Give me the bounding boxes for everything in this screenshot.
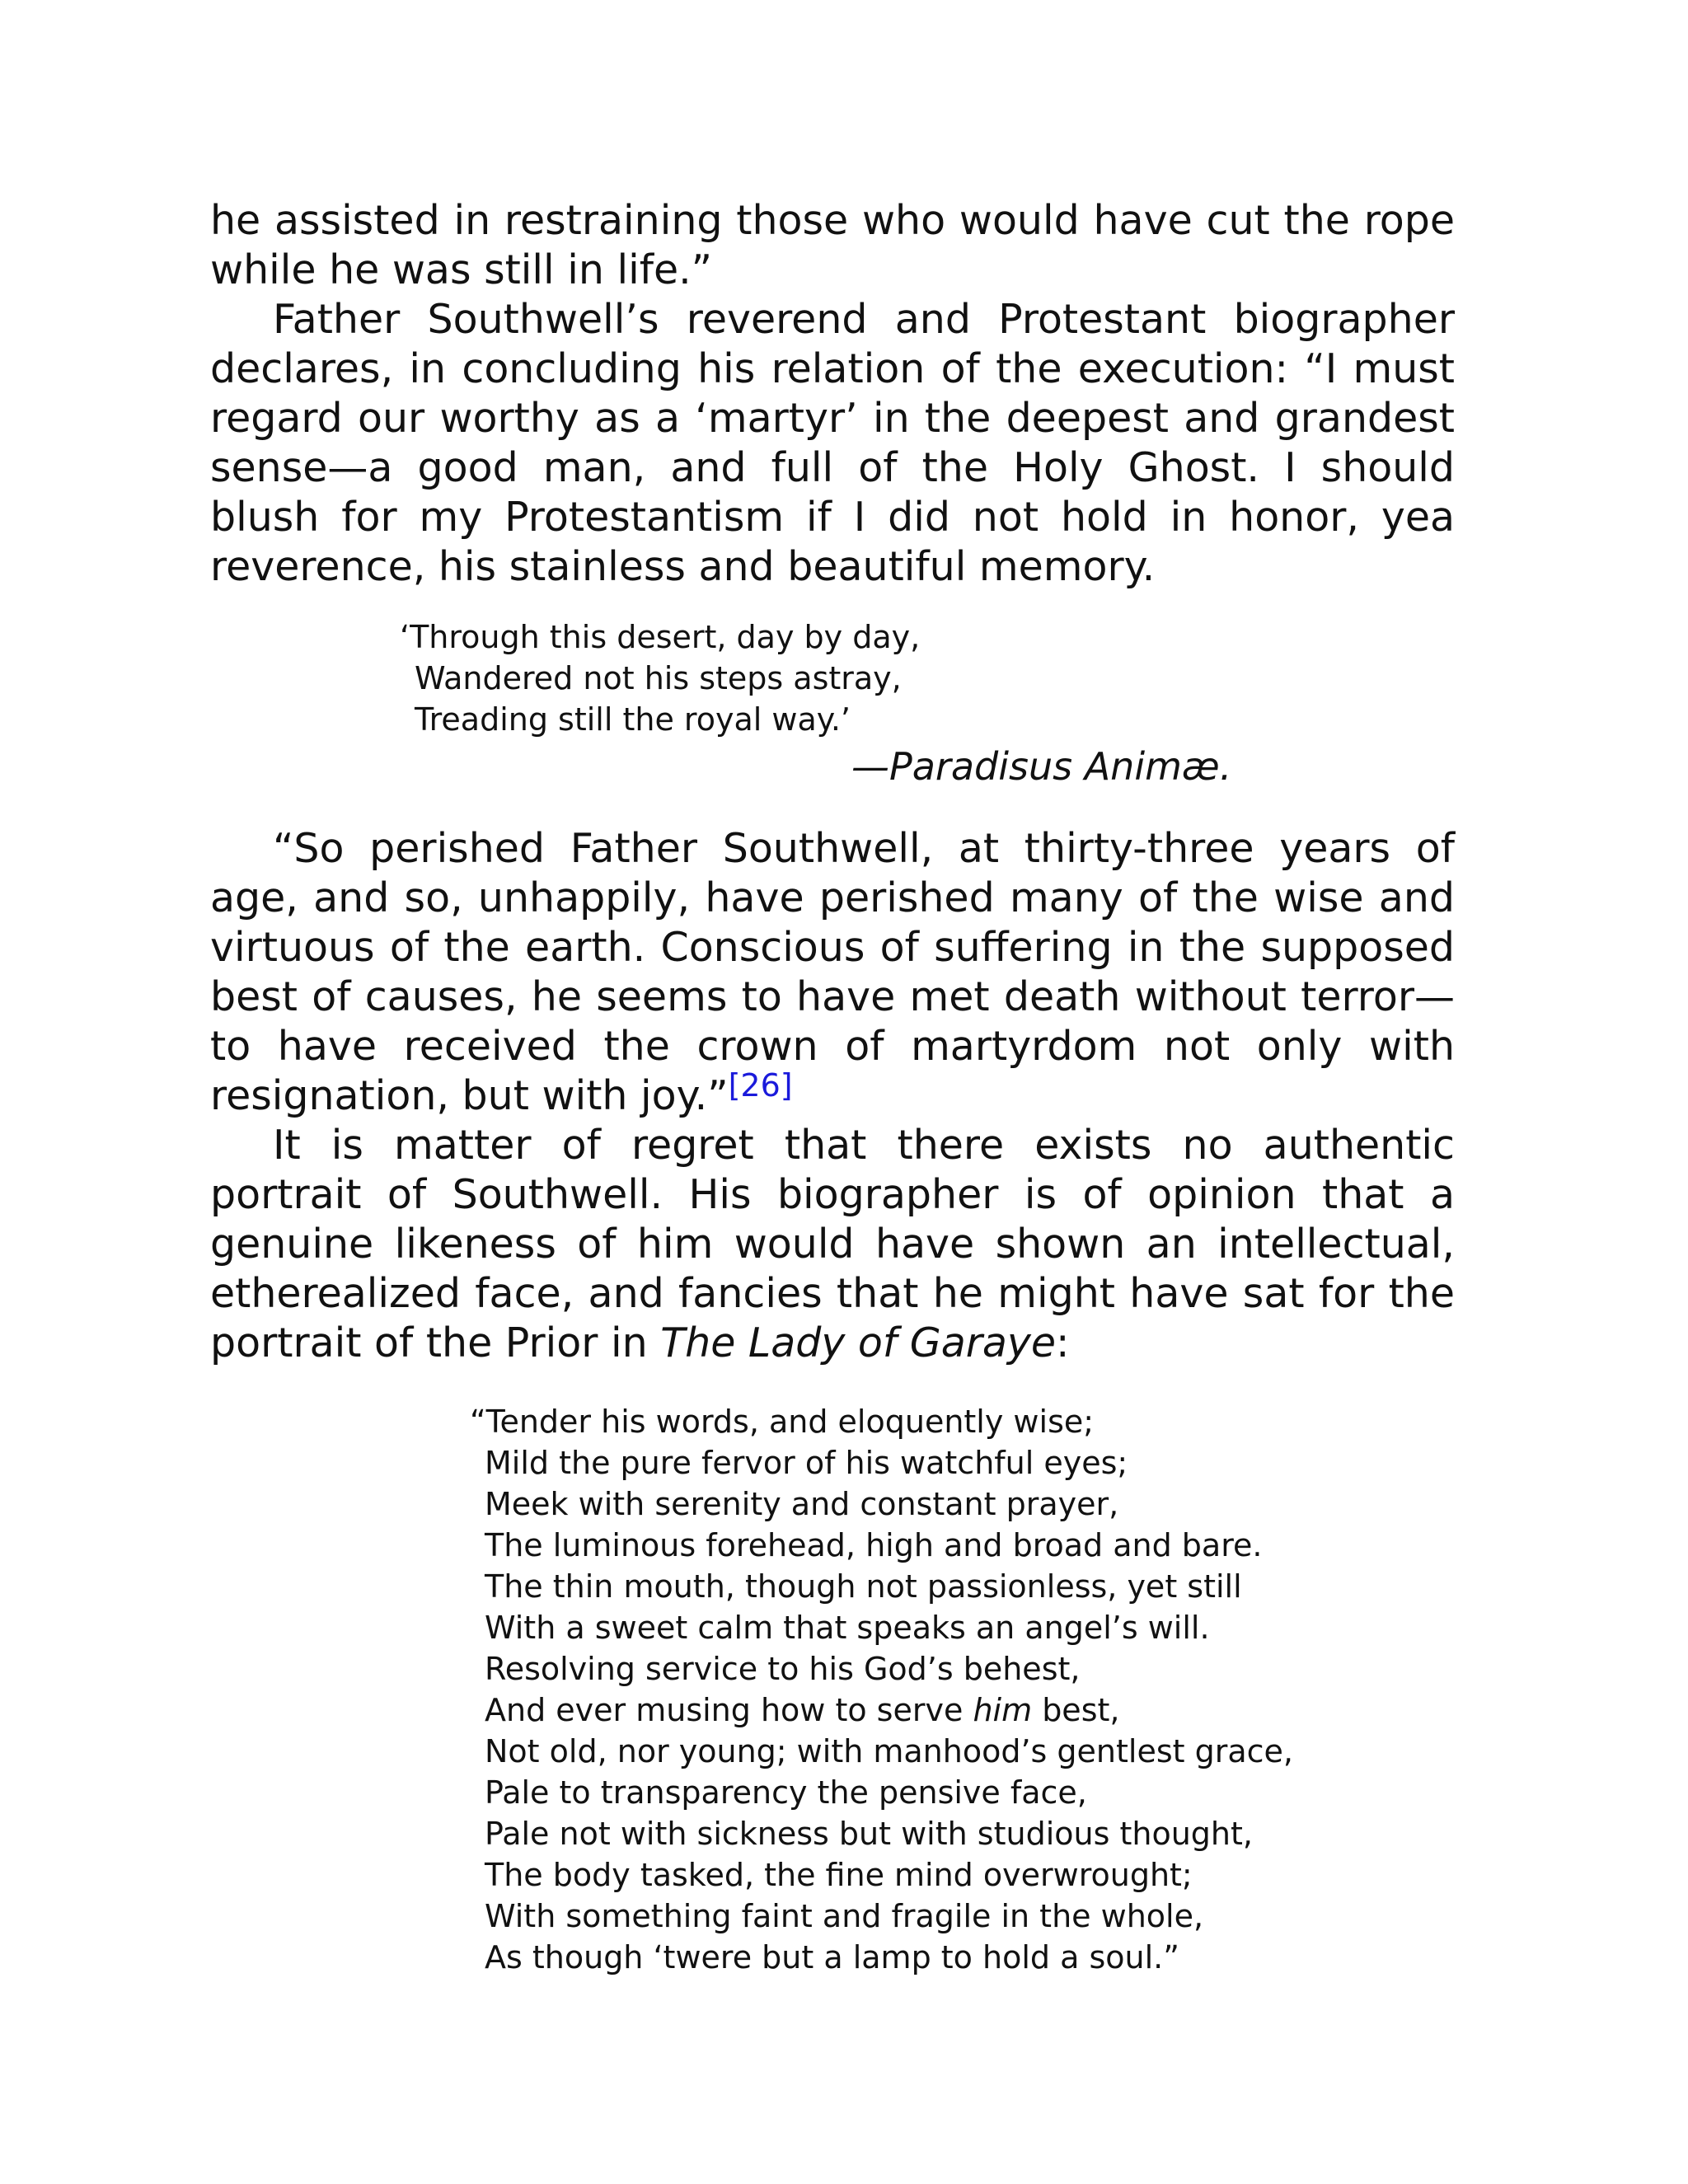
poem-line: The body tasked, the fine mind overwrought; xyxy=(485,1857,1193,1893)
poem-line: Treading still the royal way.’ xyxy=(415,701,851,738)
poem-paradisus xyxy=(400,616,1455,740)
poem-line: With something faint and fragile in the whole, xyxy=(485,1898,1204,1934)
paragraph-portrait xyxy=(210,1121,1455,1368)
poem-line: Not old, nor young; with manhood’s gentlest grace, xyxy=(485,1733,1294,1769)
paragraph-perished xyxy=(210,824,1455,1121)
poem-line: Pale not with sickness but with studious thought, xyxy=(485,1816,1253,1852)
paragraph-text: : xyxy=(1056,1319,1070,1366)
poem-line-text: And ever musing how to serve xyxy=(485,1692,973,1728)
poem-line: Resolving service to his God’s behest, xyxy=(485,1651,1081,1687)
poem-line: Meek with serenity and constant prayer, xyxy=(485,1486,1119,1522)
paragraph-text: “So perished Father Southwell, at thirty-three years of age, and so, unhappily, have perished many of the wise and virtuous of the earth. Conscious of suffering in the supposed best of causes, he seems to have met death without terror—to have received the crown of martyrdom not only with resignation, but with joy.” xyxy=(210,825,1455,1119)
poem-line: Mild the pure fervor of his watchful eyes; xyxy=(485,1445,1128,1481)
poem-line: The thin mouth, though not passionless, yet still xyxy=(485,1568,1242,1605)
paragraph-continuation: he assisted in restraining those who would have cut the rope while he was still in life.” xyxy=(210,197,1455,293)
poem-line: Wandered not his steps astray, xyxy=(415,660,902,696)
poem-line: With a sweet calm that speaks an angel’s will. xyxy=(485,1610,1210,1646)
book-title: The Lady of Garaye xyxy=(660,1319,1057,1366)
poem-attribution: —Paradisus Animæ. xyxy=(851,744,1232,789)
paragraph-text: It is matter of regret that there exists no authentic portrait of Southwell. His biographer is of opinion that a genuine likeness of him would have shown an intellectual, etherealized face, and fancies that he might have sat for the portrait of the Prior in xyxy=(210,1122,1455,1366)
poem-emphasis: him xyxy=(973,1692,1033,1728)
poem-line: “Tender his words, and eloquently wise; xyxy=(470,1404,1095,1440)
poem-lady-of-garaye xyxy=(470,1401,1455,1978)
paragraph-biographer: Father Southwell’s reverend and Protestant biographer declares, in concluding his relation of the execution: “I must regard our worthy as a ‘martyr’ in the deepest and grandest sense—a good man, and full of the Holy Ghost. I should blush for my Protestantism if I did not hold in honor, yea reverence, his stainless and beautiful memory. xyxy=(210,296,1455,590)
poem-line: ‘Through this desert, day by day, xyxy=(400,619,921,655)
document-page xyxy=(210,196,1455,1978)
poem-line: The luminous forehead, high and broad and bare. xyxy=(485,1527,1263,1563)
poem-line xyxy=(470,1690,1455,1731)
poem-line: As though ‘twere but a lamp to hold a soul.” xyxy=(485,1939,1179,1975)
poem-line-text: best, xyxy=(1032,1692,1120,1728)
poem-line: Pale to transparency the pensive face, xyxy=(485,1774,1087,1811)
footnote-link[interactable]: [26] xyxy=(728,1067,793,1104)
